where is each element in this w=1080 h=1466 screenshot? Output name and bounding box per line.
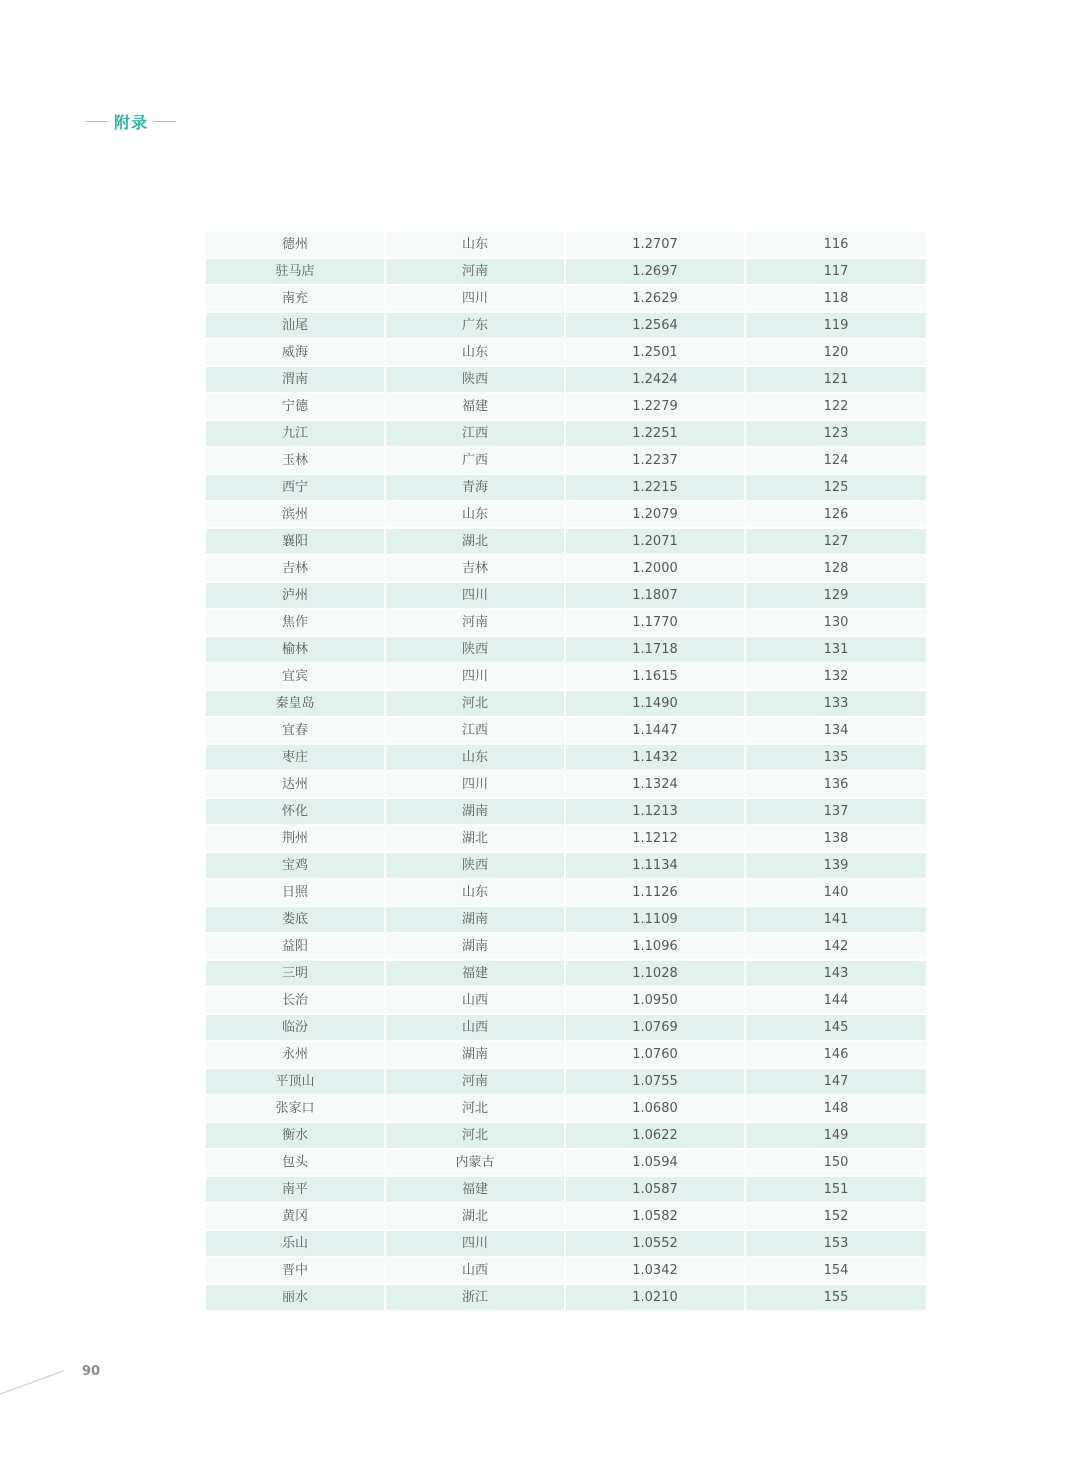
cell-rank: 146 [746,1042,926,1067]
cell-province: 福建 [386,1177,564,1202]
cell-rank: 131 [746,637,926,662]
cell-rank: 135 [746,745,926,770]
cell-value: 1.2424 [566,367,744,392]
table-row [206,1204,926,1231]
cell-rank: 128 [746,556,926,581]
cell-value: 1.1615 [566,664,744,689]
table-row [206,1123,926,1150]
cell-province: 内蒙古 [386,1150,564,1175]
cell-rank: 124 [746,448,926,473]
cell-province: 四川 [386,583,564,608]
cell-rank: 138 [746,826,926,851]
cell-province: 四川 [386,772,564,797]
cell-rank: 126 [746,502,926,527]
cell-city: 秦皇岛 [206,691,384,716]
cell-city: 临汾 [206,1015,384,1040]
cell-city: 平顶山 [206,1069,384,1094]
cell-rank: 129 [746,583,926,608]
cell-rank: 155 [746,1285,926,1310]
table-row [206,1285,926,1312]
cell-province: 河北 [386,1096,564,1121]
cell-rank: 148 [746,1096,926,1121]
cell-city: 威海 [206,340,384,365]
cell-city: 渭南 [206,367,384,392]
cell-value: 1.1126 [566,880,744,905]
cell-province: 山东 [386,880,564,905]
cell-province: 湖南 [386,1042,564,1067]
cell-rank: 122 [746,394,926,419]
cell-value: 1.1324 [566,772,744,797]
cell-city: 怀化 [206,799,384,824]
cell-province: 陕西 [386,637,564,662]
cell-province: 山西 [386,1015,564,1040]
table-row [206,637,926,664]
table-row [206,1231,926,1258]
cell-value: 1.2707 [566,232,744,257]
cell-rank: 119 [746,313,926,338]
header-right-rule [154,121,176,122]
cell-rank: 133 [746,691,926,716]
table-row [206,259,926,286]
table-row [206,907,926,934]
cell-value: 1.2501 [566,340,744,365]
cell-rank: 144 [746,988,926,1013]
cell-rank: 143 [746,961,926,986]
cell-city: 长治 [206,988,384,1013]
cell-province: 广东 [386,313,564,338]
table-row [206,421,926,448]
section-header [86,110,176,132]
cell-city: 晋中 [206,1258,384,1283]
page-number: 90 [82,1364,101,1379]
cell-city: 永州 [206,1042,384,1067]
cell-rank: 120 [746,340,926,365]
cell-value: 1.0210 [566,1285,744,1310]
cell-city: 南平 [206,1177,384,1202]
cell-rank: 136 [746,772,926,797]
cell-rank: 117 [746,259,926,284]
table-row [206,1015,926,1042]
table-row [206,853,926,880]
cell-value: 1.2251 [566,421,744,446]
cell-province: 陕西 [386,367,564,392]
cell-value: 1.1028 [566,961,744,986]
cell-province: 河北 [386,691,564,716]
cell-city: 宁德 [206,394,384,419]
cell-province: 福建 [386,961,564,986]
cell-rank: 130 [746,610,926,635]
table-row [206,961,926,988]
cell-value: 1.2279 [566,394,744,419]
cell-province: 广西 [386,448,564,473]
cell-rank: 154 [746,1258,926,1283]
table-row [206,340,926,367]
cell-city: 九江 [206,421,384,446]
cell-value: 1.0342 [566,1258,744,1283]
table-row [206,1069,926,1096]
cell-rank: 147 [746,1069,926,1094]
cell-province: 山东 [386,745,564,770]
table-row [206,313,926,340]
cell-city: 张家口 [206,1096,384,1121]
cell-value: 1.1109 [566,907,744,932]
cell-rank: 118 [746,286,926,311]
table-row [206,556,926,583]
cell-province: 江西 [386,718,564,743]
cell-province: 湖北 [386,826,564,851]
cell-province: 四川 [386,1231,564,1256]
cell-province: 陕西 [386,853,564,878]
table-row [206,583,926,610]
cell-value: 1.1718 [566,637,744,662]
cell-rank: 145 [746,1015,926,1040]
cell-city: 娄底 [206,907,384,932]
table-row [206,529,926,556]
cell-province: 湖南 [386,799,564,824]
cell-value: 1.0594 [566,1150,744,1175]
cell-value: 1.0760 [566,1042,744,1067]
cell-city: 焦作 [206,610,384,635]
cell-province: 河北 [386,1123,564,1148]
cell-rank: 141 [746,907,926,932]
cell-city: 荆州 [206,826,384,851]
table-row [206,1096,926,1123]
cell-city: 汕尾 [206,313,384,338]
cell-value: 1.0552 [566,1231,744,1256]
cell-province: 江西 [386,421,564,446]
cell-rank: 121 [746,367,926,392]
cell-value: 1.2071 [566,529,744,554]
cell-city: 黄冈 [206,1204,384,1229]
cell-rank: 139 [746,853,926,878]
cell-city: 泸州 [206,583,384,608]
cell-value: 1.0950 [566,988,744,1013]
cell-rank: 123 [746,421,926,446]
cell-value: 1.1807 [566,583,744,608]
cell-province: 山东 [386,232,564,257]
cell-value: 1.1447 [566,718,744,743]
table-row [206,745,926,772]
table-row [206,367,926,394]
cell-city: 益阳 [206,934,384,959]
cell-province: 湖北 [386,529,564,554]
cell-province: 四川 [386,664,564,689]
cell-city: 日照 [206,880,384,905]
cell-value: 1.0680 [566,1096,744,1121]
cell-province: 河南 [386,259,564,284]
cell-province: 河南 [386,1069,564,1094]
table-row [206,502,926,529]
cell-rank: 149 [746,1123,926,1148]
cell-rank: 132 [746,664,926,689]
cell-rank: 142 [746,934,926,959]
cell-value: 1.2215 [566,475,744,500]
table-row [206,691,926,718]
table-row [206,799,926,826]
cell-value: 1.1770 [566,610,744,635]
cell-value: 1.1213 [566,799,744,824]
cell-province: 福建 [386,394,564,419]
cell-value: 1.1212 [566,826,744,851]
cell-city: 南充 [206,286,384,311]
table-row [206,286,926,313]
cell-value: 1.1134 [566,853,744,878]
cell-rank: 150 [746,1150,926,1175]
cell-province: 山西 [386,988,564,1013]
table-row [206,826,926,853]
cell-value: 1.1432 [566,745,744,770]
cell-province: 山东 [386,502,564,527]
ranking-table [206,232,926,1312]
cell-value: 1.0755 [566,1069,744,1094]
table-row [206,772,926,799]
cell-city: 衡水 [206,1123,384,1148]
cell-province: 湖南 [386,934,564,959]
cell-city: 驻马店 [206,259,384,284]
cell-province: 山西 [386,1258,564,1283]
cell-rank: 153 [746,1231,926,1256]
table-row [206,1177,926,1204]
cell-city: 达州 [206,772,384,797]
cell-province: 湖北 [386,1204,564,1229]
table-row [206,1258,926,1285]
cell-province: 河南 [386,610,564,635]
cell-city: 德州 [206,232,384,257]
cell-city: 玉林 [206,448,384,473]
cell-value: 1.2000 [566,556,744,581]
cell-city: 襄阳 [206,529,384,554]
cell-city: 滨州 [206,502,384,527]
cell-city: 三明 [206,961,384,986]
cell-province: 吉林 [386,556,564,581]
cell-rank: 140 [746,880,926,905]
cell-rank: 134 [746,718,926,743]
cell-value: 1.2629 [566,286,744,311]
section-title: 附录 [114,112,149,132]
cell-value: 1.0582 [566,1204,744,1229]
cell-value: 1.2079 [566,502,744,527]
table-row [206,664,926,691]
cell-city: 宜春 [206,718,384,743]
footer-decorative-line [0,1370,64,1396]
table-row [206,1042,926,1069]
cell-value: 1.0622 [566,1123,744,1148]
cell-rank: 151 [746,1177,926,1202]
cell-rank: 137 [746,799,926,824]
cell-rank: 127 [746,529,926,554]
table-row [206,988,926,1015]
cell-value: 1.2237 [566,448,744,473]
cell-value: 1.1490 [566,691,744,716]
cell-province: 湖南 [386,907,564,932]
cell-rank: 125 [746,475,926,500]
table-row [206,1150,926,1177]
cell-city: 吉林 [206,556,384,581]
cell-rank: 152 [746,1204,926,1229]
table-row [206,880,926,907]
header-left-rule [86,121,108,122]
cell-city: 枣庄 [206,745,384,770]
cell-value: 1.1096 [566,934,744,959]
cell-city: 西宁 [206,475,384,500]
table-row [206,610,926,637]
cell-province: 浙江 [386,1285,564,1310]
cell-city: 宜宾 [206,664,384,689]
cell-city: 包头 [206,1150,384,1175]
cell-value: 1.0769 [566,1015,744,1040]
cell-value: 1.2564 [566,313,744,338]
table-row [206,394,926,421]
table-row [206,232,926,259]
cell-province: 四川 [386,286,564,311]
table-row [206,718,926,745]
cell-rank: 116 [746,232,926,257]
table-row [206,934,926,961]
cell-value: 1.2697 [566,259,744,284]
table-row [206,448,926,475]
cell-city: 宝鸡 [206,853,384,878]
cell-city: 乐山 [206,1231,384,1256]
cell-city: 丽水 [206,1285,384,1310]
cell-province: 青海 [386,475,564,500]
cell-city: 榆林 [206,637,384,662]
cell-province: 山东 [386,340,564,365]
cell-value: 1.0587 [566,1177,744,1202]
table-row [206,475,926,502]
